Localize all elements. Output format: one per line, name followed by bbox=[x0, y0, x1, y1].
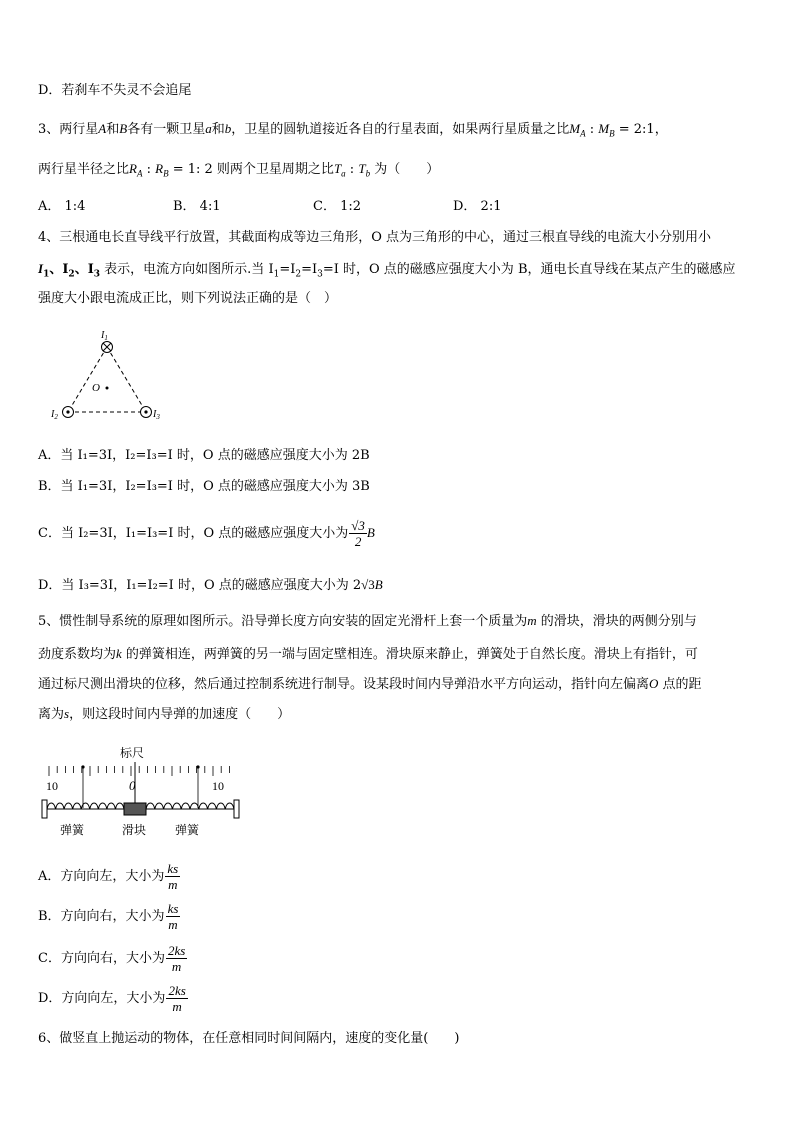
q5-stem-line4: 离为s，则这段时间内导弹的加速度（ ） bbox=[38, 706, 291, 722]
label-i1: $I_1$ bbox=[101, 330, 108, 342]
q5-option-a[interactable]: A．方向向左，大小为 $\frac{ks}{m}$ bbox=[38, 861, 179, 892]
spring-right-label: 弹簧 bbox=[175, 823, 200, 837]
q5-option-c[interactable]: C．方向向右，大小为 $\frac{2ks}{m}$ bbox=[38, 943, 186, 974]
q4-option-c[interactable]: C．当 I₂=3I，I₁=I₃=I 时，O 点的磁感应强度大小为 $\frac{√3}{2}$ B bbox=[38, 518, 375, 549]
scale-left-number: 10 bbox=[46, 779, 58, 793]
q4-option-c-fraction: $\frac{√3}{2}$ bbox=[351, 518, 365, 549]
q5-inertial-guidance-figure bbox=[38, 740, 243, 840]
q3-stem-line2: 两行星半径之比$R_A$ : $R_B = 1$: 2 则两个卫星周期之比$T_a$ : $T_b$ 为（ ） bbox=[38, 161, 440, 179]
current-out-of-page-icon-left bbox=[63, 407, 74, 418]
q4-stem-line3: 强度大小跟电流成正比，则下列说法正确的是（ ） bbox=[38, 291, 338, 306]
label-i2: $I_2$ bbox=[51, 409, 58, 421]
q4-stem-line1: 4、三根通电长直导线平行放置，其截面构成等边三角形，O 点为三角形的中心，通过三根直导线的电流大小分别用小 bbox=[38, 230, 712, 245]
label-i3: $I_3$ bbox=[153, 409, 160, 421]
spring-left-label: 弹簧 bbox=[60, 823, 85, 837]
q3-option-b[interactable]: B． 4:1 bbox=[173, 199, 221, 214]
q3-options bbox=[38, 198, 502, 216]
slider-label: 滑块 bbox=[122, 823, 147, 837]
right-spring bbox=[146, 803, 234, 809]
scale-title: 标尺 bbox=[120, 746, 145, 760]
q5-stem-line3: 通过标尺测出滑块的位移，然后通过控制系统进行制导。设某段时间内导弹沿水平方向运动，指针向左偏离O 点的距 bbox=[38, 676, 702, 692]
current-out-of-page-icon-right bbox=[141, 407, 152, 418]
q4-option-d[interactable]: D．当 I₃=3I，I₁=I₂=I 时，O 点的磁感应强度大小为 2√3B bbox=[38, 577, 383, 593]
slider-block bbox=[124, 803, 146, 815]
triangle-edge-right bbox=[107, 347, 146, 412]
triangle-edge-left bbox=[68, 347, 107, 412]
left-wall bbox=[42, 800, 47, 818]
q4-triangle-figure bbox=[48, 325, 168, 425]
current-into-page-icon bbox=[102, 342, 113, 353]
scale-ticks bbox=[49, 766, 229, 776]
right-wall bbox=[234, 800, 239, 818]
label-o: O bbox=[92, 382, 100, 394]
q3-option-a[interactable]: A． 1:4 bbox=[38, 199, 86, 214]
q5-option-b[interactable]: B．方向向右，大小为 $\frac{ks}{m}$ bbox=[38, 901, 179, 932]
q3-stem-line1: 3、两行星A和B各有一颗卫星a和b，卫星的圆轨道接近各自的行星表面，如果两行星质量之比$M_A$ : $M_B$ = 2:1， bbox=[38, 121, 668, 139]
q5-option-d[interactable]: D．方向向左，大小为 $\frac{2ks}{m}$ bbox=[38, 983, 186, 1014]
q4-option-b[interactable]: B．当 I₁=3I，I₂=I₃=I 时，O 点的磁感应强度大小为 3B bbox=[38, 479, 370, 494]
q5-stem-line2: 劲度系数均为k 的弹簧相连，两弹簧的另一端与固定壁相连。滑块原来静止，弹簧处于自然长度。滑块上有指针，可 bbox=[38, 646, 698, 662]
q4-option-a[interactable]: A．当 I₁=3I，I₂=I₃=I 时，O 点的磁感应强度大小为 2B bbox=[38, 448, 370, 463]
q4-stem-line2: $I_1$、$I_2$、$I_3$ 表示，电流方向如图所示.当 $I_1=I_2=I_3=I$ 时，O 点的磁感应强度大小为 B，通电长直导线在某点产生的磁感应 bbox=[38, 261, 736, 280]
scale-right-number: 10 bbox=[212, 779, 224, 793]
q3-option-d[interactable]: D． 2:1 bbox=[453, 199, 502, 214]
q5-stem-line1: 5、惯性制导系统的原理如图所示。沿导弹长度方向安装的固定光滑杆上套一个质量为m 的滑块，滑块的两侧分别与 bbox=[38, 613, 697, 629]
q2-option-d: D．若刹车不失灵不会追尾 bbox=[38, 83, 192, 98]
left-spring bbox=[47, 803, 124, 809]
scale-zero-label: 0 bbox=[129, 778, 136, 793]
q3-option-c[interactable]: C． 1:2 bbox=[313, 199, 362, 214]
q6-stem: 6、做竖直上抛运动的物体，在任意相同时间间隔内，速度的变化量( ) bbox=[38, 1031, 460, 1046]
center-point-o bbox=[106, 387, 109, 390]
